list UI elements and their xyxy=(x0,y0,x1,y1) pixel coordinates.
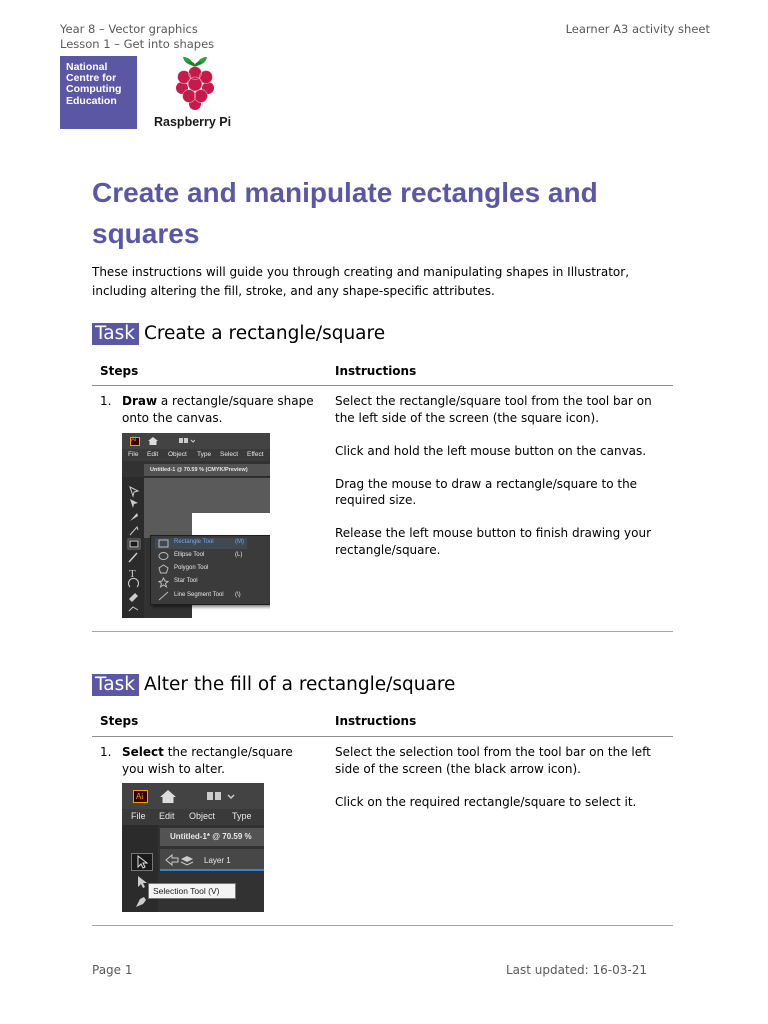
task-heading-fill xyxy=(92,673,455,697)
header-sheet-type: Learner A3 activity sheet xyxy=(565,22,710,36)
workspace-switcher-icon xyxy=(207,791,237,803)
instructions-column-header: Instructions xyxy=(335,364,417,378)
menu-item-object: Object xyxy=(189,811,216,821)
pen-tool-icon xyxy=(134,895,148,909)
illustrator-selection-tool-screenshot: Ai File Edit Object Type Untitled-1* @ 70.59 % Layer 1 Selection Tool (V) xyxy=(122,783,264,912)
back-and-layers-icon xyxy=(165,854,199,866)
step-verb: Draw xyxy=(122,394,158,408)
instruction-item: Select the rectangle/square tool from the tool bar on the left side of the screen (the square icon). xyxy=(335,394,652,425)
intro-text: These instructions will guide you through creating and manipulating shapes in Illustrator, including altering the fill, stroke, and any shape-specific attributes. xyxy=(92,265,630,298)
flyout-item-line-segment: Line Segment Tool xyxy=(174,592,224,598)
document-tab-title: Untitled-1 @ 70.59 % (CMYK/Preview) xyxy=(150,467,248,473)
flyout-item-ellipse: Ellipse Tool xyxy=(174,552,205,558)
raspberry-pi-label: Raspberry Pi xyxy=(154,115,232,129)
flyout-item-star: Star Tool xyxy=(174,578,198,584)
flyout-icons xyxy=(158,539,170,601)
footer-last-updated: Last updated: 16-03-21 xyxy=(505,963,647,977)
table-bottom-rule xyxy=(92,631,673,632)
menu-item-type: Type xyxy=(197,451,212,458)
header-lesson: Lesson 1 – Get into shapes xyxy=(60,37,215,51)
instructions-list xyxy=(335,744,675,827)
instructions-column-header: Instructions xyxy=(335,714,417,728)
raspberry-icon xyxy=(169,53,221,111)
table-header-rule xyxy=(92,385,673,386)
tooltip-text: Selection Tool (V) xyxy=(153,886,220,896)
header-lesson-info xyxy=(60,22,214,52)
step-text: a rectangle/square shape onto the canvas. xyxy=(122,394,314,425)
workspace-switcher-icon xyxy=(179,437,195,445)
home-icon xyxy=(147,436,159,446)
menu-item-edit: Edit xyxy=(147,451,159,458)
instruction-item: Release the left mouse button to finish drawing your rectangle/square. xyxy=(335,526,652,557)
toolbar-icons xyxy=(127,483,141,613)
step-item xyxy=(100,393,315,426)
instruction-item: Click on the required rectangle/square to select it. xyxy=(335,794,637,809)
ncce-logo: National Centre for Computing Education xyxy=(60,56,137,129)
task-heading-create xyxy=(92,322,385,346)
steps-column-header: Steps xyxy=(100,364,139,378)
step-number: 1. xyxy=(100,394,112,408)
table-header-rule xyxy=(92,736,673,737)
table-bottom-rule xyxy=(92,925,673,926)
steps-column-header: Steps xyxy=(100,714,139,728)
layer-name: Layer 1 xyxy=(204,856,231,865)
instruction-item: Select the selection tool from the tool bar on the left side of the screen (the black arrow icon). xyxy=(335,745,651,776)
menu-item-file: File xyxy=(131,811,146,821)
page-title: Create and manipulate rectangles and squares xyxy=(92,177,598,249)
step-verb: Select xyxy=(122,745,164,759)
flyout-item-polygon: Polygon Tool xyxy=(174,565,209,571)
document-tab-title: Untitled-1* @ 70.59 % xyxy=(170,832,252,841)
menu-item-type: Type xyxy=(232,811,252,821)
header-unit: Year 8 – Vector graphics xyxy=(60,22,198,36)
task-title: Create a rectangle/square xyxy=(143,323,386,344)
selection-arrow-icon xyxy=(135,855,149,869)
menu-item-file: File xyxy=(128,451,139,458)
task-tag: Task xyxy=(92,323,139,345)
step-text: the rectangle/square you wish to alter. xyxy=(122,745,293,776)
menu-item-edit: Edit xyxy=(159,811,175,821)
menu-item-effect: Effect xyxy=(247,451,264,458)
step-number: 1. xyxy=(100,745,112,759)
flyout-item-rectangle: Rectangle Tool xyxy=(174,539,214,545)
step-item xyxy=(100,744,315,777)
menu-item-object: Object xyxy=(168,451,187,458)
task-title: Alter the fill of a rectangle/square xyxy=(143,674,456,695)
footer-page-number: Page 1 xyxy=(92,963,133,977)
home-icon xyxy=(159,789,177,804)
instruction-item: Drag the mouse to draw a rectangle/square to the required size. xyxy=(335,476,638,507)
task-tag: Task xyxy=(92,674,139,696)
direct-selection-icon xyxy=(135,875,149,889)
illustrator-rectangle-tool-screenshot: Ai File Edit Object Type Select Effect Untitled-1 @ 70.59 % (CMYK/Preview) T Rectangle Tool (M) Ellipse Tool (L) Polygon Tool Star Tool Line Segment Tool (\) xyxy=(122,433,270,618)
raspberry-pi-logo xyxy=(152,53,238,133)
instruction-item: Click and hold the left mouse button on the canvas. xyxy=(335,443,647,458)
instructions-list xyxy=(335,393,675,575)
svg-text:T: T xyxy=(129,568,136,580)
menu-item-select: Select xyxy=(220,451,239,458)
